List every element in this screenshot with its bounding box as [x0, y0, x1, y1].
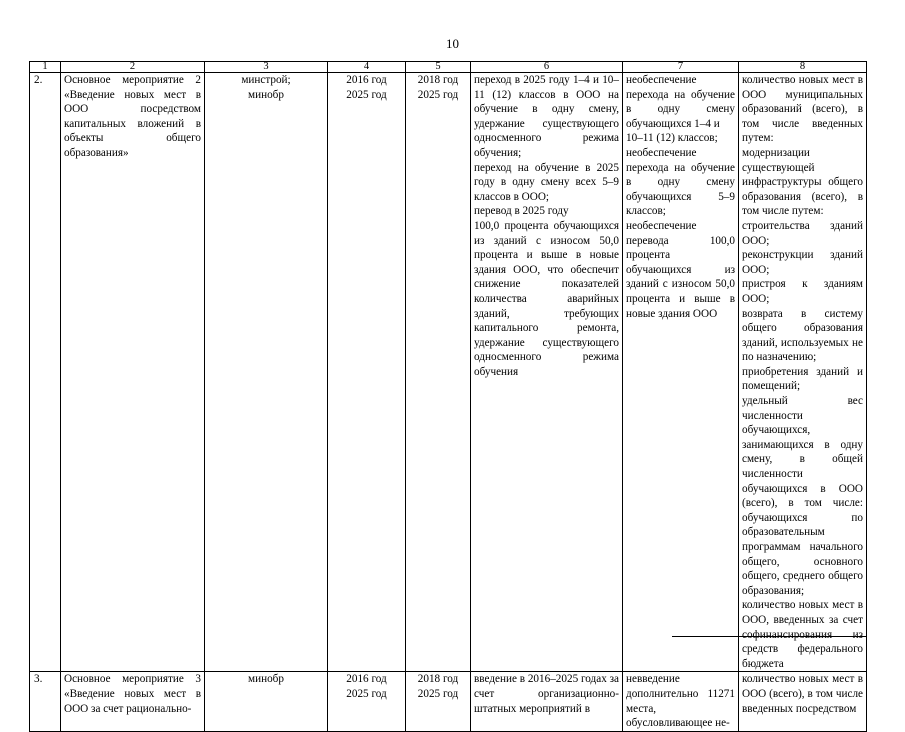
executor: минстрой; минобр	[205, 73, 328, 672]
header-cell: 4	[328, 62, 406, 73]
start-period: 2016 год 2025 год	[328, 73, 406, 672]
header-cell: 1	[30, 62, 61, 73]
expected-result: введение в 2016–2025 годах за счет организационно-штатных мероприятий в	[471, 672, 623, 731]
non-implementation-consequences: невведение дополнительно 11271 места, обусловливающее не-	[623, 672, 739, 731]
row-number: 2.	[30, 73, 61, 672]
table-row	[30, 73, 867, 672]
non-implementation-consequences: необеспечение перехода на обучение в одну смену обучающихся 1–4 и 10–11 (12) классов; необеспечение перехода на обучение в одну смену обучающихся 5–9 классов; необеспечение перевода 100,0 процента обучающихся из зданий с износом 50,0 процента и выше в новые здания ООО	[623, 73, 739, 672]
event-name: Основное мероприятие 2 «Введение новых мест в ООО посредством капитальных вложений в объекты общего образования»	[61, 73, 205, 672]
header-cell: 3	[205, 62, 328, 73]
header-cell: 2	[61, 62, 205, 73]
header-cell: 8	[739, 62, 867, 73]
linked-indicators: количество новых мест в ООО (всего), в том числе введенных посредством	[739, 672, 867, 731]
page-number: 10	[446, 36, 459, 51]
header-cell: 7	[623, 62, 739, 73]
end-period: 2018 год 2025 год	[406, 73, 471, 672]
executor: минобр	[205, 672, 328, 731]
measures-table	[29, 61, 867, 732]
header-cell: 6	[471, 62, 623, 73]
linked-indicators: количество новых мест в ООО муниципальных образований (всего), в том числе введенных путем: модернизации существующей инфраструктуры общего образования (всего), в том числе путем: строительства зданий ООО; реконструкции зданий ООО; пристроя к зданиям ООО; возврата в систему общего образования зданий, используемых не по назначению; приобретения зданий и помещений; удельный вес численности обучающихся, занимающихся в одну смену, в общей численности обучающихся в ООО (всего), в том числе: обучающихся по образовательным программам начального общего, основного общего, среднего общего образования; количество новых мест в ООО, введенных за счет софинансирования из средств федерального бюджета	[739, 73, 867, 672]
header-cell: 5	[406, 62, 471, 73]
start-period: 2016 год 2025 год	[328, 672, 406, 731]
event-name: Основное мероприятие 3 «Введение новых мест в ООО за счет рационально-	[61, 672, 205, 731]
table-header-row	[30, 62, 867, 73]
row-number: 3.	[30, 672, 61, 731]
table-row	[30, 672, 867, 731]
footer-rule	[672, 636, 866, 637]
expected-result: переход в 2025 году 1–4 и 10–11 (12) классов в ООО на обучение в одну смену, удержание существующего односменного режима обучения; переход на обучение в 2025 году в одну смену всех 5–9 классов в ООО; перевод в 2025 году 100,0 процента обучающихся из зданий с износом 50,0 процента и выше в новые здания ООО, что обеспечит снижение показателей количества аварийных зданий, требующих капитального ремонта, удержание существующего односменного режима обучения	[471, 73, 623, 672]
end-period: 2018 год 2025 год	[406, 672, 471, 731]
